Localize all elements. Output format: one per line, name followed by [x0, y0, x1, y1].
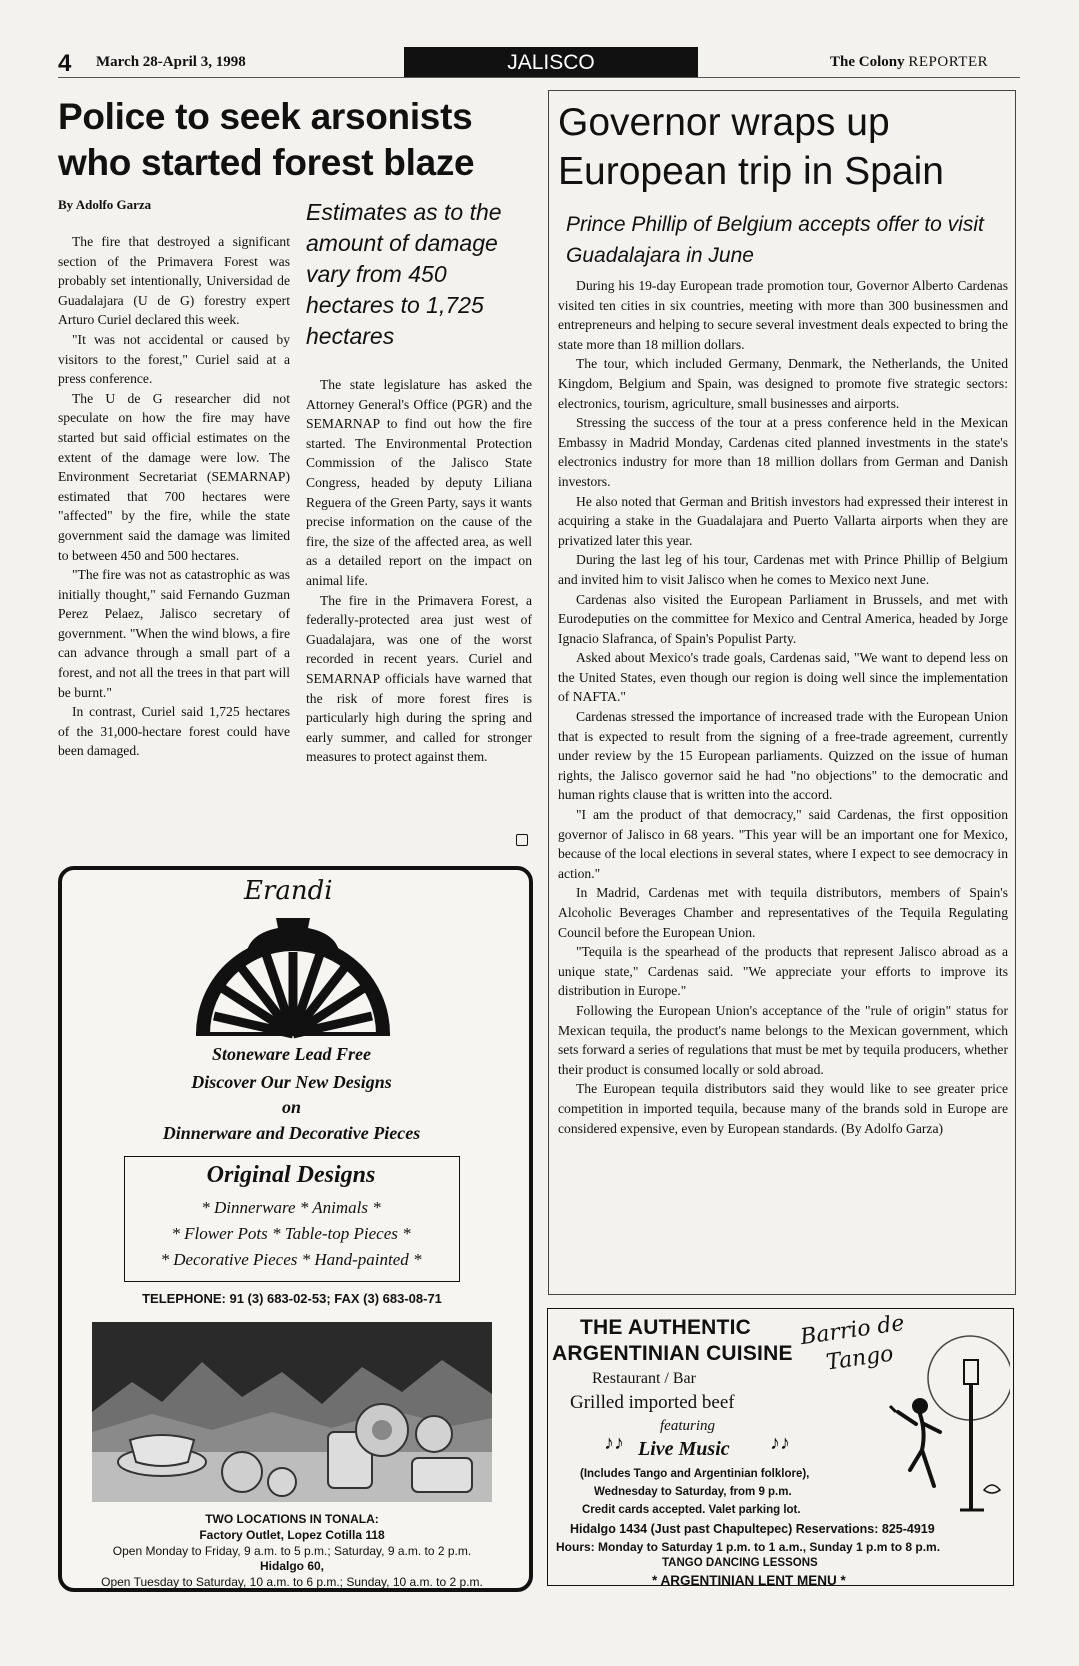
arson-headline [58, 94, 528, 186]
masthead-reporter: REPORTER [908, 54, 989, 70]
paragraph: The tour, which included Germany, Denmark, the Netherlands, the United Kingdom, Belgium and Spain, was designed to promote five strategic sectors: electronics, tourism, agriculture, small businesses and airports. [558, 356, 1008, 411]
paragraph: The fire that destroyed a significant section of the Primavera Forest was probably set intentionally, Universidad de Guadalajara (U de G) forestry expert Arturo Curiel declared this week. [58, 234, 290, 328]
erandi-telephone-fax: TELEPHONE: 91 (3) 683-02-53; FAX (3) 683-08-71 [142, 1291, 442, 1306]
barrio-logo-line1: Barrio de [798, 1310, 906, 1351]
paragraph: During the last leg of his tour, Cardenas met with Prince Phillip of Belgium and invited him to visit Jalisco when he comes to Mexico next June. [558, 552, 1008, 587]
ad-grilled-beef: Grilled imported beef [570, 1392, 735, 1413]
issue-date: March 28-April 3, 1998 [96, 54, 246, 70]
music-note-icon: ♪♪ [770, 1432, 790, 1454]
ad-live-music: Live Music [638, 1438, 730, 1460]
ad-featuring: featuring [660, 1418, 715, 1434]
ad-includes-tango: (Includes Tango and Argentinian folklore), [580, 1468, 810, 1480]
erandi-line-stoneware: Stoneware Lead Free [212, 1044, 371, 1064]
paragraph: "It was not accidental or caused by visitors to the forest," Curiel said at a press conference. [58, 331, 290, 387]
governor-headline [558, 98, 1008, 196]
tango-dancer-lamp-illustration [880, 1320, 1010, 1516]
masthead [830, 54, 988, 71]
governor-headline-line2: European trip in Spain [558, 150, 944, 193]
ad-credit-cards: Credit cards accepted. Valet parking lot. [582, 1504, 801, 1516]
end-of-story-mark [516, 834, 528, 846]
arson-pull-quote: Estimates as to the amount of damage vary from 450 hectares to 1,725 hectares [306, 199, 502, 349]
arson-column-1 [58, 232, 290, 761]
paragraph: "I am the product of that democracy," said Cardenas, the first opposition governor of Jalisco in 68 years. "This year will be an important one for Mexico, because of the local elections in several states, where I expect to see democracy in action." [558, 807, 1008, 881]
ad-tango-lessons: TANGO DANCING LESSONS [662, 1557, 818, 1569]
ad-lent-menu: * ARGENTINIAN LENT MENU * [652, 1573, 846, 1588]
paragraph: "Tequila is the spearhead of the products that represent Jalisco abroad as a unique state," Cardenas said. "We appreciate your efforts to improve its distribution in Europe." [558, 944, 1008, 999]
governor-column [558, 276, 1008, 1138]
ad-title-cuisine: ARGENTINIAN CUISINE [552, 1342, 793, 1365]
barrio-logo-line2: Tango [824, 1341, 896, 1376]
music-note-icon: ♪♪ [604, 1432, 624, 1454]
ad-hours: Hours: Monday to Saturday 1 p.m. to 1 a.m., Sunday 1 p.m to 8 p.m. [556, 1540, 941, 1554]
erandi-line-dinnerware: Dinnerware and Decorative Pieces [162, 1123, 421, 1143]
governor-subheadline: Prince Phillip of Belgium accepts offer to visit Guadalajara in June [566, 213, 984, 267]
ad-days: Wednesday to Saturday, from 9 p.m. [594, 1486, 792, 1498]
paragraph: The state legislature has asked the Attorney General's Office (PGR) and the SEMARNAP to find out how the fire started. The Environmental Protection Commission of the Jalisco State Congress, headed by deputy Liliana Reguera of the Green Party, says it wants precise information on the cause of the fire, the size of the affected area, as well as a detailed report on the impact on animal life. [306, 377, 532, 588]
page-number: 4 [58, 50, 72, 77]
arson-headline-line2: who started forest blaze [58, 142, 475, 183]
paragraph: Asked about Mexico's trade goals, Cardenas said, "We want to depend less on the United States, even though our region is doing well since the implementation of NAFTA." [558, 650, 1008, 705]
paragraph: The fire in the Primavera Forest, a federally-protected area just west of Guadalajara, was one of the worst recorded in recent years. Curiel and SEMARNAP officials have warned that the risk of more forest fires is particularly high during the spring and early summer, and called for stronger measures to protect against them. [306, 592, 532, 765]
masthead-the: The Colony [830, 54, 905, 70]
paragraph: During his 19-day European trade promotion tour, Governor Alberto Cardenas visited ten cities in six countries, meeting with more than 300 businessmen and entrepreneurs and helping to secure several investment deals expected to bring the state more than 18 million dollars. [558, 278, 1008, 352]
locations-title: TWO LOCATIONS IN TONALA: [205, 1512, 379, 1526]
ad-restaurant-bar: Restaurant / Bar [592, 1370, 696, 1387]
paragraph: Cardenas also visited the European Parliament in Brussels, and met with Eurodeputies on the committee for Mexico and Central America, headed by Jorge Ignacio Slafranca, of Spain's Populist Party. [558, 591, 1008, 646]
paragraph: "The fire was not as catastrophic as was initially thought," said Fernando Guzman Perez Pelaez, Jalisco secretary of government. "When the wind blows, a fire can advance through a small part of a forest, and not all the trees in that part will be burnt." [58, 567, 290, 700]
erandi-logo-text: Erandi [244, 876, 333, 906]
pottery-sunburst-logo [188, 912, 398, 1042]
location-2-address: Hidalgo 60, [259, 1559, 324, 1573]
arson-headline-line1: Police to seek arsonists [58, 96, 473, 137]
original-designs-title: Original Designs [206, 1162, 376, 1188]
arson-byline: By Adolfo Garza [58, 197, 152, 212]
location-1-address: Factory Outlet, Lopez Cotilla 118 [199, 1528, 385, 1542]
paragraph: Stressing the success of the tour at a press conference held in the Mexican Embassy in Madrid Monday, Cardenas cited planned investments in the state's electronics industry for more than 18 million dollars from German and Danish investors. [558, 415, 1008, 489]
erandi-line-discover: Discover Our New Designs [191, 1072, 392, 1092]
paragraph: In contrast, Curiel said 1,725 hectares of the 31,000-hectare forest could have been damaged. [58, 704, 290, 759]
paragraph: Cardenas stressed the importance of increased trade with the European Union that is expected to result from the signing of a free-trade agreement, currently under review by the 15 European parliaments. Quizzed on the issue of human rights, the Jalisco governor said he had "no objections" to the democratic and human rights clause that is written into the accord. [558, 709, 1008, 803]
designs-line-1: * Dinnerware * Animals * [201, 1198, 381, 1217]
ad-title-authentic: THE AUTHENTIC [580, 1316, 751, 1339]
location-1-hours: Open Monday to Friday, 9 a.m. to 5 p.m.; Saturday, 9 a.m. to 2 p.m. [112, 1544, 472, 1558]
paragraph: In Madrid, Cardenas met with tequila distributors, members of Spain's Alcoholic Beverages Chamber and representatives of the Tequila Regulating Council before the European Union. [558, 885, 1008, 940]
section-label: JALISCO [404, 47, 698, 77]
ad-address-reservations: Hidalgo 1434 (Just past Chapultepec) Reservations: 825-4919 [570, 1522, 935, 1536]
paragraph: The European tequila distributors said they would like to see greater price competition in imported tequila, because many of the brands sold in Europe are considered expensive, even by European standards. (By Adolfo Garza) [558, 1081, 1008, 1136]
location-2-hours: Open Tuesday to Saturday, 10 a.m. to 6 p.m.; Sunday, 10 a.m. to 2 p.m. [101, 1575, 483, 1589]
governor-headline-line1: Governor wraps up [558, 101, 890, 144]
designs-line-2: * Flower Pots * Table-top Pieces * [171, 1224, 411, 1243]
erandi-line-on: on [281, 1097, 301, 1117]
paragraph: He also noted that German and British investors had expressed their interest in acquiring a stake in the Guadalajara and Puerto Vallarta airports when they are privatized later this year. [558, 493, 1008, 548]
arson-column-2 [306, 375, 532, 767]
paragraph: The U de G researcher did not speculate on how the fire may have started but said official estimates on the extent of the damage were low. The Environment Secretariat (SEMARNAP) estimated that 700 hectares were "affected" by the fire, while the state government said the damage was limited to between 450 and 500 hectares. [58, 390, 290, 563]
pottery-photo [92, 1322, 492, 1502]
header-rule [58, 77, 1020, 78]
designs-line-3: * Decorative Pieces * Hand-painted * [160, 1250, 422, 1269]
paragraph: Following the European Union's acceptance of the "rule of origin" status for Mexican tequila, the product's name belongs to the Mexican government, which sets forward a series of regulations that must be met by tequila producers, whether their product is consumed locally or sold abroad. [558, 1002, 1008, 1077]
